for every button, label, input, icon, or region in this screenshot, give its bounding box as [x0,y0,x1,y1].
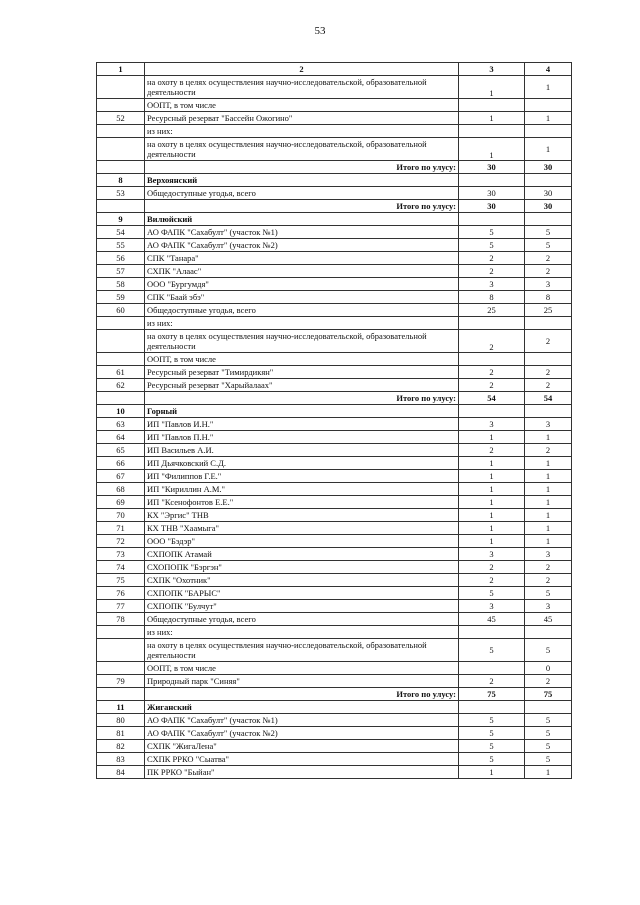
cell-c1 [97,125,145,138]
cell-c3: 5 [459,740,525,753]
cell-c4 [525,174,572,187]
cell-c3: 2 [459,444,525,457]
region-row [97,405,572,418]
cell-c4: 3 [525,600,572,613]
cell-c1 [97,76,145,99]
table-row [97,483,572,496]
cell-c2: ИП "Павлов П.Н." [145,431,459,444]
cell-c2: АО ФАПК "Сахабулт" (участок №2) [145,239,459,252]
total-row [97,200,572,213]
total-row [97,392,572,405]
cell-c3: 1 [459,496,525,509]
table-row-note [97,76,572,99]
table-row [97,444,572,457]
cell-c3: 2 [459,675,525,688]
cell-c1: 79 [97,675,145,688]
cell-c4: 25 [525,304,572,317]
cell-c2: СХПОПК "БАРЫС" [145,587,459,600]
cell-c3: 3 [459,278,525,291]
cell-c2: из них: [145,626,459,639]
cell-c4: 3 [525,278,572,291]
cell-c2: ИП "Филиппов Г.Е." [145,470,459,483]
cell-c2: ООПТ, в том числе [145,662,459,675]
cell-c4: 3 [525,548,572,561]
cell-c1: 55 [97,239,145,252]
cell-c1: 67 [97,470,145,483]
cell-c2: ИП "Кириллин А.М." [145,483,459,496]
region-row [97,174,572,187]
cell-c2: СПК "Танара" [145,252,459,265]
cell-c1: 73 [97,548,145,561]
table-row [97,675,572,688]
cell-c3: 5 [459,239,525,252]
cell-c1: 11 [97,701,145,714]
cell-c1 [97,639,145,662]
cell-c1: 63 [97,418,145,431]
cell-c2: Общедоступные угодья, всего [145,304,459,317]
cell-c2: ООПТ, в том числе [145,353,459,366]
cell-c4: 2 [525,265,572,278]
cell-c3: 5 [459,587,525,600]
cell-c3 [459,353,525,366]
cell-c4: 5 [525,740,572,753]
cell-c4: 8 [525,291,572,304]
cell-c3: 2 [459,330,525,353]
cell-c3 [459,662,525,675]
table-row [97,353,572,366]
cell-c3: 2 [459,574,525,587]
total-row [97,688,572,701]
cell-c4 [525,317,572,330]
cell-c3: 1 [459,766,525,779]
cell-c4: 5 [525,714,572,727]
cell-c3: 30 [459,187,525,200]
cell-c4: 2 [525,561,572,574]
cell-c1: 66 [97,457,145,470]
cell-c2: Итого по улусу: [145,200,459,213]
cell-c2: ИП "Павлов И.Н." [145,418,459,431]
cell-c4: 5 [525,727,572,740]
cell-c4: 2 [525,379,572,392]
cell-c4: 1 [525,496,572,509]
cell-c3: 3 [459,418,525,431]
cell-c1: 82 [97,740,145,753]
cell-c3: 5 [459,226,525,239]
cell-c1 [97,317,145,330]
cell-c4: 45 [525,613,572,626]
cell-c2: ИП Васильев А.И. [145,444,459,457]
table-row [97,457,572,470]
cell-c1 [97,392,145,405]
cell-c3: 1 [459,483,525,496]
table-row [97,600,572,613]
table-row [97,727,572,740]
table-row [97,239,572,252]
cell-c4 [525,99,572,112]
cell-c3: 30 [459,200,525,213]
column-header-2: 2 [145,63,459,76]
cell-c3: 1 [459,535,525,548]
cell-c2: ООО "Бургумдя" [145,278,459,291]
table-row [97,561,572,574]
cell-c1: 53 [97,187,145,200]
cell-c1: 61 [97,366,145,379]
cell-c2: АО ФАПК "Сахабулт" (участок №1) [145,226,459,239]
table-row [97,740,572,753]
cell-c2: на охоту в целях осуществления научно-исследовательской, образовательной деятельности [145,639,459,662]
table-row-note [97,330,572,353]
cell-c2: КХ ТНВ "Хаамыга" [145,522,459,535]
cell-c1: 77 [97,600,145,613]
cell-c4: 1 [525,766,572,779]
cell-c4: 30 [525,200,572,213]
cell-c1: 70 [97,509,145,522]
cell-c2: СХПОПК "Булчут" [145,600,459,613]
cell-c1: 10 [97,405,145,418]
cell-c1: 8 [97,174,145,187]
table-row [97,613,572,626]
cell-c2: на охоту в целях осуществления научно-исследовательской, образовательной деятельности [145,76,459,99]
cell-c2: из них: [145,317,459,330]
cell-c4: 75 [525,688,572,701]
cell-c3 [459,174,525,187]
cell-c2: Итого по улусу: [145,688,459,701]
table-row [97,252,572,265]
cell-c1: 72 [97,535,145,548]
cell-c1 [97,662,145,675]
cell-c2: Итого по улусу: [145,161,459,174]
cell-c1: 84 [97,766,145,779]
table-row [97,574,572,587]
cell-c4 [525,701,572,714]
cell-c1 [97,688,145,701]
cell-c1 [97,138,145,161]
cell-c3: 2 [459,561,525,574]
table-row [97,714,572,727]
cell-c3: 1 [459,431,525,444]
cell-c2: СХПК "Охотник" [145,574,459,587]
cell-c1: 57 [97,265,145,278]
cell-c1: 76 [97,587,145,600]
cell-c4: 5 [525,639,572,662]
cell-c4: 2 [525,444,572,457]
cell-c2: Ресурсный резерват "Харыйалаах" [145,379,459,392]
cell-c1 [97,626,145,639]
cell-c2: на охоту в целях осуществления научно-исследовательской, образовательной деятельности [145,330,459,353]
table-row-note [97,639,572,662]
cell-c1: 80 [97,714,145,727]
table-row [97,226,572,239]
cell-c1 [97,200,145,213]
cell-c4: 2 [525,252,572,265]
cell-c1: 54 [97,226,145,239]
cell-c2: СПК "Баай эбэ" [145,291,459,304]
cell-c1: 58 [97,278,145,291]
cell-c2: Ресурсный резерват "Тимирдикян" [145,366,459,379]
cell-c3: 5 [459,714,525,727]
cell-c2: из них: [145,125,459,138]
table-row [97,535,572,548]
cell-c2: Горный [145,405,459,418]
cell-c4: 2 [525,366,572,379]
table-row [97,522,572,535]
cell-c3 [459,317,525,330]
cell-c2: СХПК "Алаас" [145,265,459,278]
cell-c4 [525,626,572,639]
cell-c3 [459,626,525,639]
cell-c2: Ресурсный резерват "Бассейн Ожогино" [145,112,459,125]
cell-c1: 56 [97,252,145,265]
total-row [97,161,572,174]
cell-c3: 5 [459,753,525,766]
cell-c1: 59 [97,291,145,304]
table-row [97,509,572,522]
cell-c3: 1 [459,522,525,535]
cell-c4: 1 [525,112,572,125]
cell-c1: 62 [97,379,145,392]
cell-c3: 2 [459,379,525,392]
table-row [97,470,572,483]
cell-c4: 5 [525,239,572,252]
cell-c4: 30 [525,187,572,200]
cell-c4: 1 [525,470,572,483]
cell-c3: 8 [459,291,525,304]
cell-c4: 54 [525,392,572,405]
cell-c3: 2 [459,265,525,278]
cell-c4: 5 [525,587,572,600]
hunting-limits-table [96,62,572,779]
table-row [97,125,572,138]
cell-c3: 5 [459,639,525,662]
cell-c1: 69 [97,496,145,509]
cell-c4: 1 [525,535,572,548]
cell-c3 [459,701,525,714]
cell-c2: ООО "Бэдэр" [145,535,459,548]
cell-c2: Вилюйский [145,213,459,226]
cell-c4: 30 [525,161,572,174]
cell-c2: Природный парк "Синяя" [145,675,459,688]
cell-c4: 1 [525,76,572,99]
cell-c1 [97,330,145,353]
cell-c4: 0 [525,662,572,675]
cell-c1: 83 [97,753,145,766]
cell-c3: 5 [459,727,525,740]
cell-c1: 74 [97,561,145,574]
cell-c1: 52 [97,112,145,125]
table-row [97,662,572,675]
cell-c3 [459,99,525,112]
cell-c1: 9 [97,213,145,226]
cell-c1 [97,353,145,366]
cell-c4: 5 [525,753,572,766]
cell-c2: СХПК "ЖигаЛена" [145,740,459,753]
cell-c2: Жиганский [145,701,459,714]
table-row [97,99,572,112]
cell-c3 [459,125,525,138]
cell-c2: на охоту в целях осуществления научно-исследовательской, образовательной деятельности [145,138,459,161]
cell-c2: ИП Дьячковский С.Д. [145,457,459,470]
cell-c4 [525,125,572,138]
cell-c2: КХ "Эргис" ТНВ [145,509,459,522]
column-header-3: 3 [459,63,525,76]
cell-c1: 60 [97,304,145,317]
cell-c1: 71 [97,522,145,535]
table-row [97,418,572,431]
cell-c2: СХПОПК Атамай [145,548,459,561]
cell-c4: 5 [525,226,572,239]
cell-c3: 1 [459,509,525,522]
cell-c1 [97,161,145,174]
cell-c2: ИП "Ксенофонтов Е.Е." [145,496,459,509]
table-row [97,112,572,125]
cell-c2: АО ФАПК "Сахабулт" (участок №2) [145,727,459,740]
column-header-1: 1 [97,63,145,76]
cell-c4: 2 [525,675,572,688]
cell-c4: 2 [525,574,572,587]
table-row [97,278,572,291]
cell-c3: 54 [459,392,525,405]
cell-c4: 1 [525,138,572,161]
cell-c3: 75 [459,688,525,701]
cell-c3: 1 [459,112,525,125]
cell-c2: СХПК РРКО "Сыатва" [145,753,459,766]
table-row [97,379,572,392]
cell-c2: Итого по улусу: [145,392,459,405]
cell-c4: 1 [525,483,572,496]
cell-c4 [525,353,572,366]
table-header-row [97,63,572,76]
column-header-4: 4 [525,63,572,76]
table-row-note [97,138,572,161]
cell-c4: 2 [525,330,572,353]
cell-c4: 3 [525,418,572,431]
cell-c3: 2 [459,252,525,265]
table-row [97,431,572,444]
region-row [97,701,572,714]
cell-c1 [97,99,145,112]
cell-c2: Общедоступные угодья, всего [145,187,459,200]
cell-c1: 81 [97,727,145,740]
table-row [97,496,572,509]
cell-c3: 3 [459,600,525,613]
cell-c3 [459,405,525,418]
cell-c3: 1 [459,76,525,99]
cell-c1: 68 [97,483,145,496]
cell-c1: 64 [97,431,145,444]
cell-c3: 3 [459,548,525,561]
cell-c2: Верхоянский [145,174,459,187]
table-row [97,187,572,200]
cell-c1: 65 [97,444,145,457]
cell-c4: 1 [525,509,572,522]
cell-c3: 2 [459,366,525,379]
cell-c3: 1 [459,470,525,483]
cell-c1: 75 [97,574,145,587]
page-number: 53 [314,25,326,37]
cell-c4: 1 [525,522,572,535]
table-row [97,548,572,561]
cell-c4 [525,405,572,418]
cell-c3: 25 [459,304,525,317]
cell-c2: СХОПОПК "Бэргэн" [145,561,459,574]
table-row [97,304,572,317]
cell-c2: ПК РРКО "Быйан" [145,766,459,779]
table-row [97,317,572,330]
cell-c4 [525,213,572,226]
table-row [97,366,572,379]
table-row [97,265,572,278]
table-row [97,626,572,639]
table-body [97,63,572,779]
region-row [97,213,572,226]
cell-c3: 45 [459,613,525,626]
cell-c3: 1 [459,457,525,470]
cell-c2: АО ФАПК "Сахабулт" (участок №1) [145,714,459,727]
cell-c3: 1 [459,138,525,161]
table-row [97,291,572,304]
cell-c4: 1 [525,431,572,444]
cell-c3 [459,213,525,226]
cell-c2: Общедоступные угодья, всего [145,613,459,626]
table-row [97,753,572,766]
cell-c3: 30 [459,161,525,174]
table-row [97,766,572,779]
table-row [97,587,572,600]
cell-c1: 78 [97,613,145,626]
cell-c2: ООПТ, в том числе [145,99,459,112]
cell-c4: 1 [525,457,572,470]
